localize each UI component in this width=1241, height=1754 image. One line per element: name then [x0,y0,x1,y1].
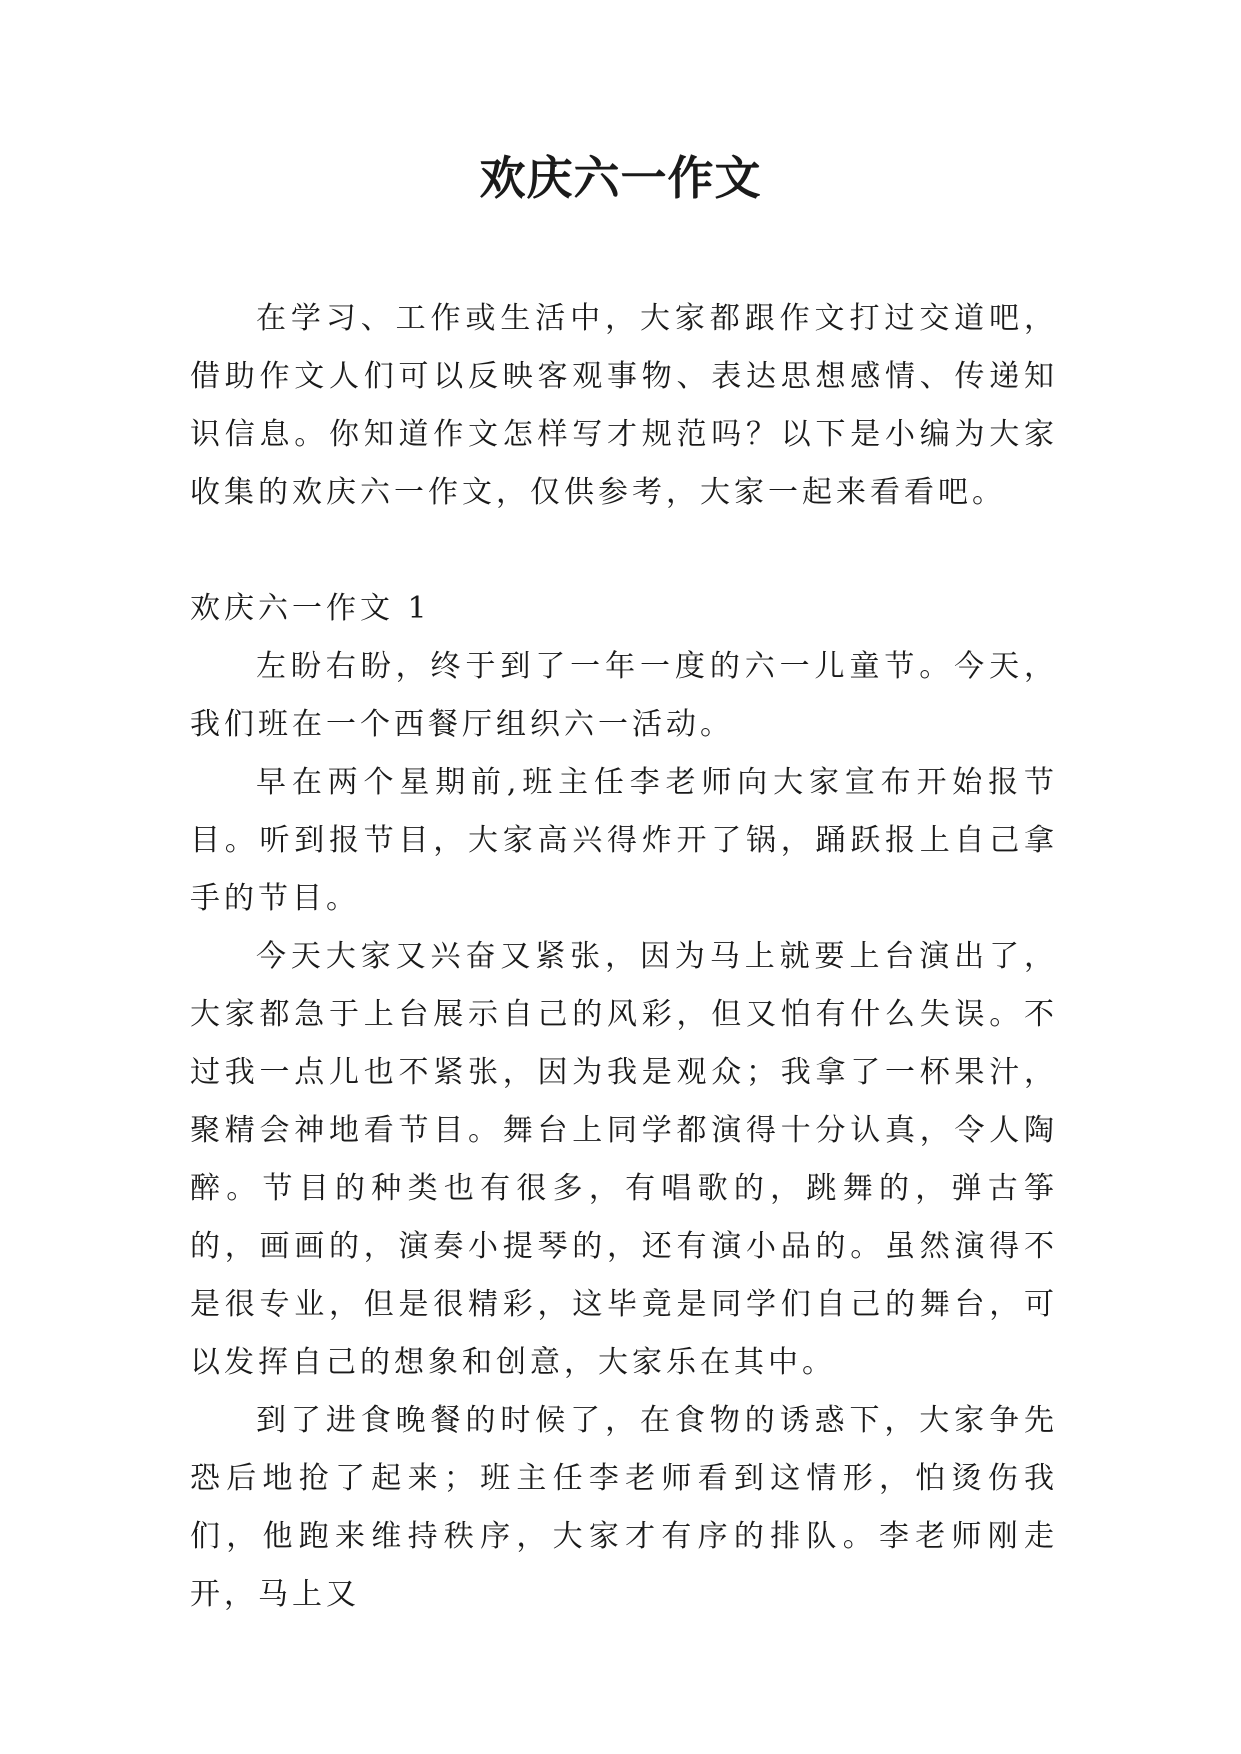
body-paragraph: 今天大家又兴奋又紧张，因为马上就要上台演出了，大家都急于上台展示自己的风彩，但又怕有什么失误。不过我一点儿也不紧张，因为我是观众；我拿了一杯果汁，聚精会神地看节目。舞台上同学都演得十分认真，令人陶醉。节目的种类也有很多，有唱歌的，跳舞的，弹古筝的，画画的，演奏小提琴的，还有演小品的。虽然演得不是很专业，但是很精彩，这毕竟是同学们自己的舞台，可以发挥自己的想象和创意，大家乐在其中。 [190,939,1058,1380]
body-paragraph: 左盼右盼，终于到了一年一度的六一儿童节。今天，我们班在一个西餐厅组织六一活动。 [190,649,1058,742]
intro-paragraph: 在学习、工作或生活中，大家都跟作文打过交道吧，借助作文人们可以反映客观事物、表达思想感情、传递知识信息。你知道作文怎样写才规范吗？以下是小编为大家收集的欢庆六一作文，仅供参考，大家一起来看看吧。 [190,301,1058,510]
body-paragraph: 到了进食晚餐的时候了，在食物的诱惑下，大家争先恐后地抢了起来；班主任李老师看到这情形，怕烫伤我们，他跑来维持秩序，大家才有序的排队。李老师刚走开，马上又 [190,1403,1058,1612]
body-paragraph: 早在两个星期前,班主任李老师向大家宣布开始报节目。听到报节目，大家高兴得炸开了锅，踊跃报上自己拿手的节目。 [190,765,1058,916]
section-heading: 欢庆六一作文 1 [190,591,431,626]
document-body [190,290,1058,1624]
document-title: 欢庆六一作文 [479,151,762,205]
